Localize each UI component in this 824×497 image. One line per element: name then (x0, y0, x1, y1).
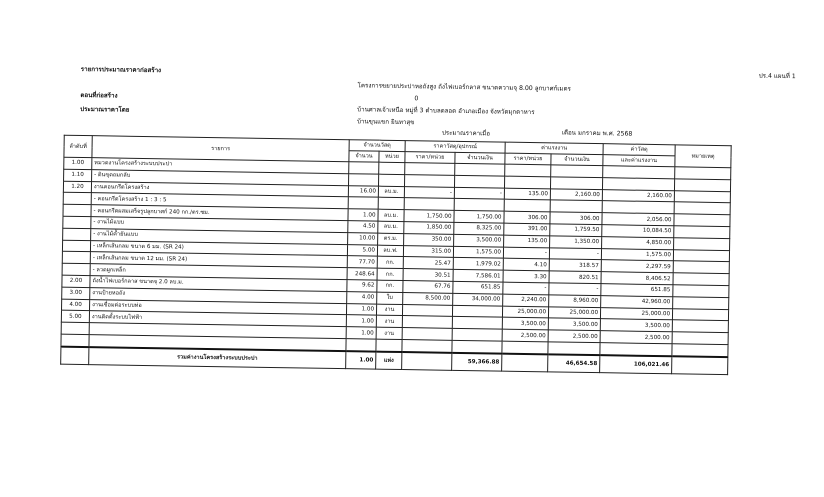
row-qty (349, 173, 379, 185)
row-material-total (454, 175, 504, 188)
row-number (62, 240, 90, 252)
row-material-unit-price (405, 174, 455, 187)
row-note (672, 308, 728, 321)
row-sum: 2,160.00 (602, 189, 674, 202)
row-number: 1.00 (64, 157, 92, 169)
row-material-unit-price (402, 304, 452, 317)
form-code: ปร.4 แผนที่ 1 (758, 72, 796, 81)
row-note (672, 344, 728, 357)
row-labor-unit-price: 2,240.00 (503, 294, 549, 307)
row-number: 1.10 (64, 169, 92, 181)
row-number: 5.00 (61, 311, 89, 323)
row-labor-unit-price (502, 341, 548, 354)
row-number: 1.20 (63, 181, 91, 193)
row-material-unit-price: 30.51 (403, 269, 453, 282)
row-labor-total (550, 177, 602, 190)
row-material-total (452, 340, 502, 353)
row-number (61, 334, 89, 347)
total-labor: 46,654.58 (548, 354, 600, 372)
estimate-date: เดือน มกราคม พ.ศ. 2568 (561, 129, 633, 138)
row-note (675, 167, 731, 180)
col-no: ลำดับที่ (64, 135, 92, 157)
row-qty (348, 197, 378, 209)
row-material-unit-price: - (404, 186, 454, 199)
col-qty: จำนวน (349, 151, 379, 162)
row-unit: กก. (377, 280, 403, 292)
row-sum: 10,084.50 (602, 225, 674, 238)
row-labor-unit-price: 3.30 (503, 270, 549, 283)
row-qty: 1.00 (348, 209, 378, 221)
row-note (674, 226, 730, 239)
row-material-unit-price: 1,850.00 (404, 222, 454, 235)
row-sum: 1,575.00 (601, 248, 673, 261)
row-labor-total: 820.51 (549, 271, 601, 284)
row-material-total: 1,750.00 (454, 211, 504, 224)
row-note (674, 214, 730, 227)
row-labor-total: 1,759.50 (550, 224, 602, 237)
row-labor-total: 3,500.00 (548, 318, 600, 331)
row-number (62, 263, 90, 275)
row-qty: 16.00 (348, 185, 378, 197)
site-label: ตอนที่ก่อสร้าง (80, 91, 118, 100)
row-qty: 1.00 (346, 327, 376, 339)
row-unit: ตร.ม. (378, 233, 404, 245)
row-sum: 4,850.00 (602, 236, 674, 249)
row-number (61, 322, 89, 334)
row-sum: 2,056.00 (602, 213, 674, 226)
row-item: งานติดตั้งระบบไฟฟ้า (89, 311, 346, 327)
row-qty (346, 339, 376, 352)
col-labor-unit-price: ราคา/หน่วย (505, 153, 551, 165)
row-material-total (454, 199, 504, 212)
row-labor-unit-price: 135.00 (504, 188, 550, 201)
row-material-total (452, 305, 502, 318)
row-material-unit-price: 67.76 (403, 281, 453, 294)
row-qty: 248.64 (347, 268, 377, 280)
row-unit: กก. (377, 257, 403, 269)
total-label: รวมค่างานโครงสร้างระบบประปา (89, 347, 346, 369)
col-labor-total: จำนวนเงิน (551, 154, 603, 166)
row-item: ถังน้ำไฟเบอร์กลาส ขนาดจุ 2.0 ลบ.ม. (90, 276, 347, 292)
row-unit (376, 339, 402, 352)
row-labor-unit-price (504, 200, 550, 213)
row-labor-total: 8,960.00 (549, 295, 601, 308)
row-item: - คอนกรีตผสมเสร็จรูปลูกบาศก์ 240 กก./ตร.ซม. (91, 205, 348, 221)
row-labor-unit-price (504, 176, 550, 189)
row-item: - เหล็กเส้นกลม ขนาด 12 มม. (SR 24) (90, 252, 347, 268)
row-unit: ลบ.ม. (378, 209, 404, 221)
row-labor-unit-price: - (503, 247, 549, 260)
row-item: งานเชื่อมต่อระบบท่อ (90, 299, 347, 315)
row-note (674, 190, 730, 203)
row-material-total (455, 163, 505, 176)
row-unit: ลบ.ฟ. (377, 245, 403, 257)
row-qty: 9.62 (347, 280, 377, 292)
row-material-total: - (454, 187, 504, 200)
row-labor-total: - (549, 247, 601, 260)
row-unit (379, 174, 405, 186)
estimated-when-label: ประมาณราคาเมื่อ (441, 129, 491, 138)
row-labor-total (550, 200, 602, 213)
row-unit (379, 162, 405, 174)
row-material-total: 34,000.00 (453, 293, 503, 306)
row-sum: 8,406.52 (601, 272, 673, 285)
project-name: โครงการขยายประปาหอถังสูง ถังไฟเบอร์กลาส ขนาดความจุ 8.00 ลูกบาศก์เมตร (357, 82, 571, 93)
row-number (62, 252, 90, 264)
row-labor-total: 25,000.00 (548, 306, 600, 319)
row-sum (600, 343, 672, 356)
row-qty: 1.00 (346, 315, 376, 327)
estimate-table (60, 135, 732, 375)
row-qty (349, 162, 379, 174)
row-labor-unit-price: 4.10 (503, 258, 549, 271)
builder-name: บ้านขุนแขก ยินทาสุข (356, 118, 415, 127)
row-labor-total: - (549, 283, 601, 296)
row-note (672, 320, 728, 333)
row-material-total: 7,586.01 (453, 270, 503, 283)
row-material-unit-price (402, 328, 452, 341)
row-sum: 2,500.00 (600, 331, 672, 344)
row-labor-unit-price: 391.00 (504, 223, 550, 236)
row-unit: งาน (376, 304, 402, 316)
row-material-unit-price (402, 316, 452, 329)
row-note (674, 238, 730, 251)
row-labor-total: 2,500.00 (548, 330, 600, 343)
row-material-total: 8,325.00 (454, 222, 504, 235)
row-sum: 25,000.00 (600, 307, 672, 320)
row-sum: 3,500.00 (600, 319, 672, 332)
total-material: 59,366.88 (452, 353, 502, 371)
row-labor-unit-price (505, 164, 551, 177)
row-note (673, 297, 729, 310)
row-material-unit-price: 25.47 (403, 257, 453, 270)
row-item: งานป้ายหอถัง (90, 287, 347, 303)
col-unit: หน่วย (379, 151, 405, 162)
col-material-unit-price: ราคา/หน่วย (405, 152, 455, 164)
row-item: - งานไม้แบบ (91, 217, 348, 233)
row-material-total (452, 317, 502, 330)
row-number: 4.00 (62, 299, 90, 311)
row-note (674, 202, 730, 215)
row-material-total (452, 328, 502, 341)
row-number (63, 228, 91, 240)
row-material-unit-price (404, 198, 454, 211)
row-labor-total (548, 342, 600, 355)
row-item: - เหล็กเส้นกลม ขนาด 6 มม. (SR 24) (90, 240, 347, 256)
row-qty: 77.70 (347, 256, 377, 268)
row-unit: กก. (377, 268, 403, 280)
col-qty-group: จำนวนวัสดุ (349, 140, 405, 152)
row-qty: 10.00 (348, 232, 378, 244)
row-unit: ใบ (377, 292, 403, 304)
row-number: 3.00 (62, 287, 90, 299)
row-item: - ลวดผูกเหล็ก (90, 264, 347, 280)
row-unit: ลบ.ม. (378, 186, 404, 198)
zero-value: 0 (414, 95, 419, 103)
row-qty: 1.00 (346, 303, 376, 315)
row-sum: 651.85 (601, 284, 673, 297)
row-item: - งานไม้ค้ำยันแบบ (91, 228, 348, 244)
row-labor-total: 1,350.00 (550, 236, 602, 249)
col-sum-group: ค่าวัสดุ (603, 144, 675, 156)
col-material-total: จำนวนเงิน (455, 152, 505, 164)
row-note (673, 285, 729, 298)
row-sum: 42,960.00 (601, 295, 673, 308)
col-note: หมายเหตุ (675, 145, 731, 168)
row-number: 2.00 (62, 275, 90, 287)
row-qty: 4.00 (347, 291, 377, 303)
row-unit: ลบ.ม. (378, 221, 404, 233)
row-material-unit-price (402, 339, 452, 352)
row-unit: งาน (376, 327, 402, 339)
row-labor-unit-price: 2,500.00 (502, 329, 548, 342)
row-material-unit-price (405, 163, 455, 176)
row-item: หมวดงานโครงสร้างระบบประปา (92, 158, 349, 174)
col-sum-sub: และค่าแรงงาน (603, 155, 675, 167)
row-labor-unit-price: 3,500.00 (502, 317, 548, 330)
row-note (673, 249, 729, 262)
col-item: รายการ (92, 136, 349, 162)
row-material-total: 1,575.00 (453, 246, 503, 259)
row-number (63, 204, 91, 216)
row-note (673, 273, 729, 286)
row-number (63, 216, 91, 228)
row-note (673, 261, 729, 274)
row-item: งานคอนกรีตโครงสร้าง (91, 181, 348, 197)
project-location: บ้านศาลเจ้าเหนือ หมู่ที่ 3 ตำบลตลอด อำเภอเมือง จังหวัดมุกดาหาร (357, 106, 535, 117)
row-labor-unit-price: 25,000.00 (502, 306, 548, 319)
row-item: - ดินขุดถมกลับ (92, 169, 349, 185)
doc-title: รายการประมาณราคาก่อสร้าง (80, 65, 162, 75)
row-note (674, 179, 730, 192)
row-labor-unit-price: - (503, 282, 549, 295)
estimator-label: ประมาณราคาโดย (80, 105, 130, 114)
total-qty: 1.00 (346, 351, 376, 369)
row-unit (378, 198, 404, 210)
row-labor-unit-price: 306.00 (504, 211, 550, 224)
row-labor-total (551, 165, 603, 178)
row-sum: 2,297.59 (601, 260, 673, 273)
row-number (63, 193, 91, 205)
row-qty: 4.50 (348, 221, 378, 233)
row-material-unit-price: 315.00 (403, 245, 453, 258)
total-sum: 106,021.46 (600, 355, 672, 374)
row-note (672, 332, 728, 345)
row-material-total: 1,979.02 (453, 258, 503, 271)
row-labor-total: 318.57 (549, 259, 601, 272)
row-material-total: 651.85 (453, 281, 503, 294)
row-material-unit-price: 1,750.00 (404, 210, 454, 223)
row-qty: 5.00 (347, 244, 377, 256)
row-material-total: 3,500.00 (454, 234, 504, 247)
row-material-unit-price: 8,500.00 (403, 292, 453, 305)
row-labor-unit-price: 135.00 (504, 235, 550, 248)
row-labor-total: 2,160.00 (550, 188, 602, 201)
col-labor-group: ค่าแรงงาน (505, 142, 603, 155)
row-labor-total: 306.00 (550, 212, 602, 225)
total-unit: แห่ง (376, 351, 402, 369)
row-material-unit-price: 350.00 (404, 233, 454, 246)
row-unit: งาน (376, 315, 402, 327)
row-item: - คอนกรีตโครงสร้าง 1 : 3 : 5 (91, 193, 348, 209)
col-material-group: ราคาวัสดุ/อุปกรณ์ (405, 141, 505, 154)
